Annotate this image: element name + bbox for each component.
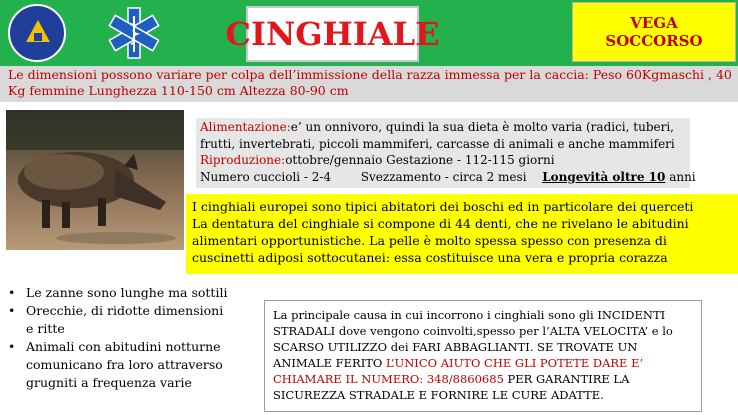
alimentazione-text: e’ un onnivoro, quindi la sua dieta è molto varia (radici, tuberi, [290,120,674,134]
bullet-icon: • [8,339,16,354]
dimensions-text [8,67,734,99]
accident-line2: STRADALI dove vengono coinvolti,spesso per l’ALTA VELOCITA’ e lo [273,324,673,338]
vega-line2: SOCCORSO [605,32,703,50]
accident-line4-red: L’UNICO AIUTO CHE GLI POTETE DARE E’ [386,356,644,370]
riproduzione-line [200,153,555,167]
accident-line5 [273,371,693,387]
accident-line4-black: ANIMALE FERITO [273,356,387,370]
description-line: cuscinetti adiposi sottocutanei: essa costituisce una vera e propria corazza [192,250,668,265]
cuccioli-text: Numero cuccioli - 2-4 [200,170,332,184]
description-line: alimentari opportunistiche. La pelle è molto spessa spesso con presenza di [192,233,667,248]
vega-line1: VEGA [630,14,678,32]
accident-line5-black: PER GARANTIRE LA [503,372,630,386]
description-box [186,194,738,274]
alimentazione-label: Alimentazione: [200,120,291,134]
svezzamento-text: Svezzamento - circa 2 mesi [360,170,527,184]
riproduzione-text: ottobre/gennaio Gestazione - 112-115 giorni [285,153,555,167]
accident-line4 [273,355,693,371]
riproduzione-label: Riproduzione: [200,153,286,167]
cuccioli-line [200,170,696,184]
info-box [196,118,696,188]
accident-phone: CHIAMARE IL NUMERO: 348/8860685 [273,372,504,386]
accident-info-box [264,300,702,412]
protezione-civile-logo-icon [8,4,66,62]
bullet-icon: • [8,285,16,300]
longevita-text: Longevità oltre 10 [542,170,666,184]
vega-soccorso-badge [572,2,736,62]
wild-boar-photo-icon [6,110,184,250]
bullet-icon: • [8,303,16,318]
page-title [225,6,440,62]
accident-line3: SCARSO UTILIZZO dei FARI ABBAGLIANTI. SE TROVATE UN [273,340,638,354]
title-text: CINGHIALE [225,15,440,53]
alimentazione-line [200,120,674,134]
alimentazione-line2: frutti, invertebrati, piccoli mammiferi, carcasse di animali e anche mammiferi [200,137,675,151]
star-of-life-icon [104,4,164,62]
dimensions-line2: Kg femmine Lunghezza 110-150 cm Altezza 80-90 cm [8,83,349,98]
accident-line6: SICUREZZA STRADALE E FORNIRE LE CURE ADATTE. [273,388,604,402]
anni-text: anni [669,170,696,184]
description-line: La dentatura del cinghiale si compone di 44 denti, che ne rivelano le abitudini [192,216,689,231]
dimensions-line1: Le dimensioni possono variare per colpa dell’immissione della razza immessa per la caccia: Peso 60Kgmaschi , 40 [8,67,732,82]
description-line: I cinghiali europei sono tipici abitatori dei boschi ed in particolare dei querceti [192,199,694,214]
accident-line1: La principale causa in cui incorrono i cinghiali sono gli INCIDENTI [273,308,666,322]
bullet-list: • Le zanne sono lunghe ma sottili • Orecchie, di ridotte dimensioni e ritte • Animali con abitudini notturne comunicano fra loro attraverso grugniti a frequenza varie [0,277,260,415]
